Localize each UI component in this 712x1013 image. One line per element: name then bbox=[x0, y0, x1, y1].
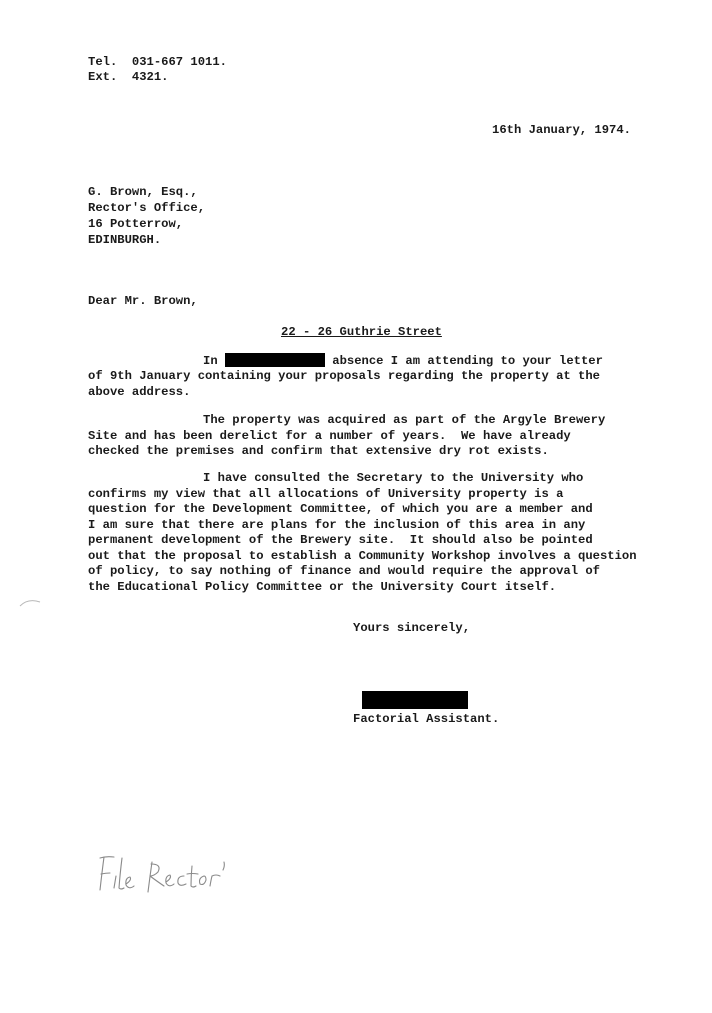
letter-date: 16th January, 1974. bbox=[492, 123, 631, 137]
margin-mark-icon bbox=[18, 596, 44, 610]
recipient-city: EDINBURGH. bbox=[88, 233, 162, 247]
salutation: Dear Mr. Brown, bbox=[88, 294, 198, 308]
paragraph-3-line-7: of policy, to say nothing of finance and would require the approval of bbox=[88, 564, 600, 578]
paragraph-3-line-5: permanent development of the Brewery site. It should also be pointed bbox=[88, 533, 593, 547]
paragraph-2-line-1: The property was acquired as part of the Argyle Brewery bbox=[203, 413, 606, 427]
paragraph-2-line-3: checked the premises and confirm that extensive dry rot exists. bbox=[88, 444, 549, 458]
telephone-number: Tel. 031-667 1011. bbox=[88, 55, 227, 69]
subject-heading: 22 - 26 Guthrie Street bbox=[281, 325, 442, 339]
recipient-office: Rector's Office, bbox=[88, 201, 206, 215]
paragraph-3-line-4: I am sure that there are plans for the inclusion of this area in any bbox=[88, 518, 586, 532]
paragraph-3-line-8: the Educational Policy Committee or the University Court itself. bbox=[88, 580, 557, 594]
paragraph-1-line-1 bbox=[203, 353, 603, 369]
paragraph-2-line-2: Site and has been derelict for a number of years. We have already bbox=[88, 429, 571, 443]
extension-number: Ext. 4321. bbox=[88, 70, 169, 84]
paragraph-3-line-3: question for the Development Committee, of which you are a member and bbox=[88, 502, 593, 516]
paragraph-1-line-1-start: In bbox=[203, 354, 218, 368]
paragraph-3-line-6: out that the proposal to establish a Community Workshop involves a question bbox=[88, 549, 637, 563]
handwritten-note-icon bbox=[92, 852, 242, 898]
paragraph-3-line-1: I have consulted the Secretary to the University who bbox=[203, 471, 584, 485]
paragraph-1-line-3: above address. bbox=[88, 385, 191, 399]
redaction-bar bbox=[225, 353, 325, 367]
redacted-signature bbox=[362, 691, 468, 709]
paragraph-1-line-2: of 9th January containing your proposals regarding the property at the bbox=[88, 369, 600, 383]
signatory-title: Factorial Assistant. bbox=[353, 712, 500, 726]
paragraph-3-line-2: confirms my view that all allocations of University property is a bbox=[88, 487, 564, 501]
closing: Yours sincerely, bbox=[353, 621, 471, 635]
paragraph-1-line-1-end: absence I am attending to your letter bbox=[332, 354, 603, 368]
handwritten-note-text: File Rector bbox=[92, 852, 99, 853]
recipient-street: 16 Potterrow, bbox=[88, 217, 184, 231]
recipient-name: G. Brown, Esq., bbox=[88, 185, 198, 199]
